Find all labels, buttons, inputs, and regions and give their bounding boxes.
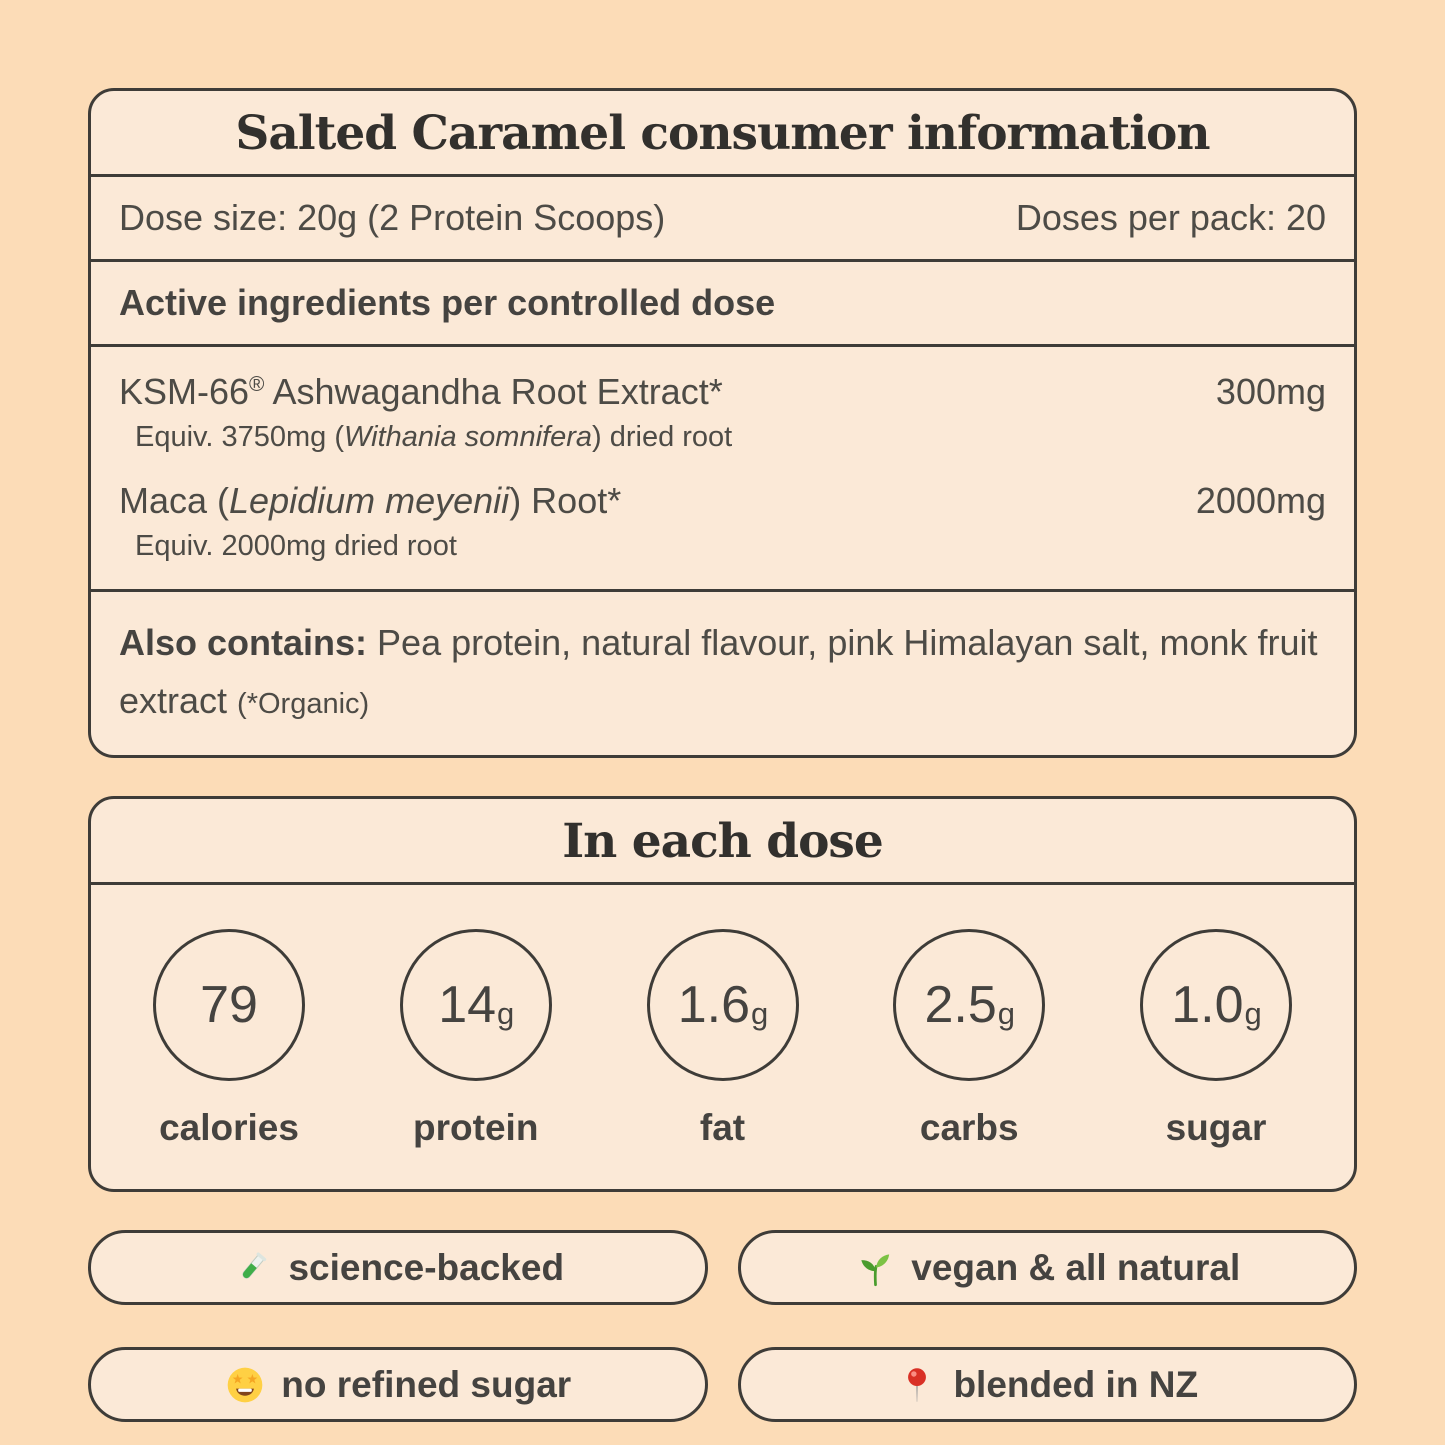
ingredient-amount: 2000mg	[1195, 480, 1326, 521]
stat-carbs	[893, 929, 1045, 1149]
ingredient-name: Maca (Lepidium meyenii) Root*	[119, 480, 622, 521]
also-contains-label: Also contains:	[119, 622, 368, 663]
ingredient-line	[119, 371, 1326, 413]
active-ingredients-header: Active ingredients per controlled dose	[91, 262, 1354, 347]
stat-protein	[400, 929, 552, 1149]
panel-title: Salted Caramel consumer information	[91, 91, 1354, 177]
badge-label: science-backed	[288, 1246, 565, 1288]
ingredients-section	[91, 347, 1354, 592]
ingredient-line	[119, 480, 1326, 522]
dose-size-text: Dose size: 20g (2 Protein Scoops)	[119, 197, 666, 238]
ingredient-name: KSM-66® Ashwagandha Root Extract*	[119, 371, 723, 412]
stat-circle: 2.5 g	[893, 929, 1045, 1081]
ingredient-item	[119, 480, 1326, 563]
ingredient-equivalent: Equiv. 2000mg dried root	[135, 530, 457, 562]
seedling-icon	[854, 1247, 896, 1289]
stat-label: sugar	[1165, 1107, 1267, 1149]
feature-badges	[88, 1230, 1357, 1422]
stat-label: protein	[413, 1107, 539, 1149]
ingredient-equivalent: Equiv. 3750mg (Withania somnifera) dried root	[135, 421, 733, 453]
stat-label: fat	[699, 1107, 746, 1149]
ingredient-amount: 300mg	[1215, 371, 1326, 412]
star-struck-icon	[224, 1364, 266, 1406]
also-contains-text: Pea protein, natural flavour, pink Himalayan salt, monk fruit extract	[119, 622, 1318, 721]
badge-science-backed	[88, 1230, 708, 1305]
badge-label: no refined sugar	[281, 1363, 572, 1405]
stat-circle: 1.6 g	[647, 929, 799, 1081]
in-each-dose-panel	[88, 796, 1357, 1192]
stat-circle: 14 g	[400, 929, 552, 1081]
stat-circle: 79	[153, 929, 305, 1081]
stat-label: calories	[159, 1107, 299, 1149]
stat-sugar	[1140, 929, 1292, 1149]
badge-no-refined-sugar	[88, 1347, 708, 1422]
round-pushpin-icon	[896, 1364, 938, 1406]
also-contains-row	[91, 592, 1354, 755]
badge-blended-in-nz	[738, 1347, 1358, 1422]
dose-size-row	[91, 177, 1354, 262]
stat-circle: 1.0 g	[1140, 929, 1292, 1081]
stat-label: carbs	[919, 1107, 1019, 1149]
nutrition-stats	[91, 885, 1354, 1189]
organic-note: (*Organic)	[237, 687, 370, 720]
dose-panel-title: In each dose	[91, 799, 1354, 885]
consumer-info-panel	[88, 88, 1357, 758]
stat-calories	[153, 929, 305, 1149]
test-tube-icon	[231, 1247, 273, 1289]
stat-fat	[647, 929, 799, 1149]
doses-per-pack-text: Doses per pack: 20	[1015, 197, 1326, 238]
badge-label: vegan & all natural	[911, 1246, 1241, 1288]
badge-vegan-all-natural	[738, 1230, 1358, 1305]
badge-label: blended in NZ	[953, 1363, 1199, 1405]
ingredient-item	[119, 371, 1326, 454]
